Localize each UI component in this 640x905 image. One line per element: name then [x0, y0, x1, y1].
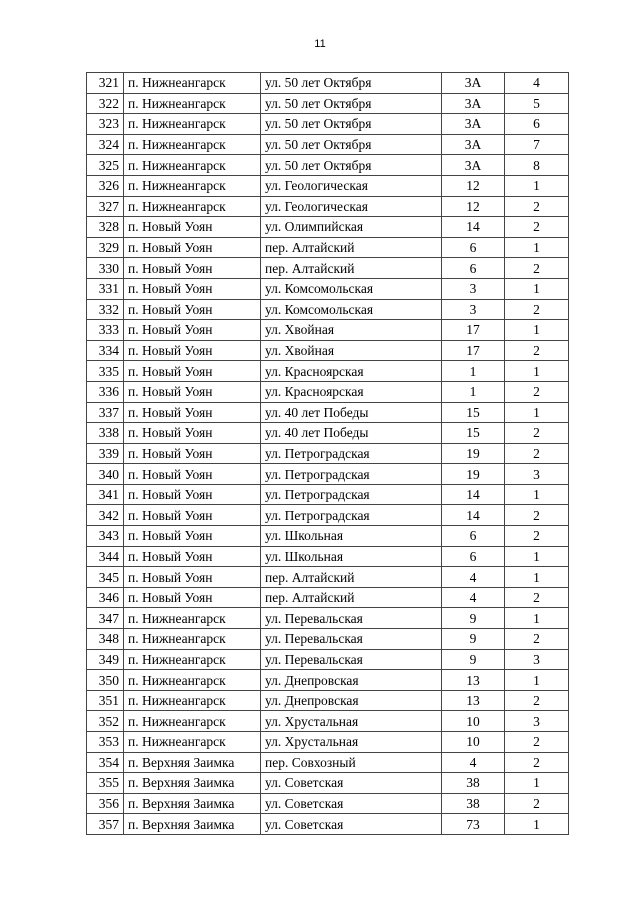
table-row — [87, 526, 569, 547]
table-row — [87, 340, 569, 361]
house-number-cell: 14 — [442, 217, 505, 238]
house-number-cell: 6 — [442, 546, 505, 567]
apartment-number-cell: 2 — [505, 629, 569, 650]
row-number-cell: 337 — [87, 402, 124, 423]
street-cell: ул. 40 лет Победы — [261, 402, 442, 423]
street-cell: ул. Советская — [261, 814, 442, 835]
settlement-cell: п. Нижнеангарск — [124, 134, 261, 155]
settlement-cell: п. Новый Уоян — [124, 464, 261, 485]
table-row — [87, 711, 569, 732]
table-row — [87, 608, 569, 629]
street-cell: ул. Комсомольская — [261, 299, 442, 320]
table-row — [87, 773, 569, 794]
street-cell: ул. Хвойная — [261, 320, 442, 341]
settlement-cell: п. Нижнеангарск — [124, 649, 261, 670]
settlement-cell: п. Новый Уоян — [124, 567, 261, 588]
apartment-number-cell: 4 — [505, 73, 569, 94]
apartment-number-cell: 2 — [505, 258, 569, 279]
street-cell: ул. 50 лет Октября — [261, 73, 442, 94]
row-number-cell: 351 — [87, 690, 124, 711]
table-row — [87, 361, 569, 382]
house-number-cell: 12 — [442, 175, 505, 196]
settlement-cell: п. Нижнеангарск — [124, 711, 261, 732]
apartment-number-cell: 2 — [505, 299, 569, 320]
row-number-cell: 339 — [87, 443, 124, 464]
row-number-cell: 353 — [87, 732, 124, 753]
table-row — [87, 567, 569, 588]
apartment-number-cell: 1 — [505, 237, 569, 258]
settlement-cell: п. Нижнеангарск — [124, 732, 261, 753]
row-number-cell: 327 — [87, 196, 124, 217]
settlement-cell: п. Нижнеангарск — [124, 670, 261, 691]
street-cell: ул. Петроградская — [261, 464, 442, 485]
settlement-cell: п. Новый Уоян — [124, 340, 261, 361]
settlement-cell: п. Новый Уоян — [124, 361, 261, 382]
row-number-cell: 334 — [87, 340, 124, 361]
apartment-number-cell: 2 — [505, 443, 569, 464]
house-number-cell: 9 — [442, 649, 505, 670]
settlement-cell: п. Новый Уоян — [124, 526, 261, 547]
row-number-cell: 343 — [87, 526, 124, 547]
table-row — [87, 793, 569, 814]
house-number-cell: 10 — [442, 732, 505, 753]
street-cell: ул. 50 лет Октября — [261, 93, 442, 114]
street-cell: ул. 40 лет Победы — [261, 423, 442, 444]
settlement-cell: п. Нижнеангарск — [124, 629, 261, 650]
row-number-cell: 355 — [87, 773, 124, 794]
house-number-cell: 13 — [442, 670, 505, 691]
settlement-cell: п. Нижнеангарск — [124, 155, 261, 176]
row-number-cell: 331 — [87, 278, 124, 299]
table-row — [87, 258, 569, 279]
apartment-number-cell: 2 — [505, 752, 569, 773]
table-row — [87, 320, 569, 341]
row-number-cell: 344 — [87, 546, 124, 567]
apartment-number-cell: 1 — [505, 361, 569, 382]
street-cell: ул. Хрустальная — [261, 711, 442, 732]
street-cell: ул. Школьная — [261, 546, 442, 567]
table-row — [87, 134, 569, 155]
apartment-number-cell: 8 — [505, 155, 569, 176]
apartment-number-cell: 2 — [505, 690, 569, 711]
street-cell: ул. Советская — [261, 773, 442, 794]
table-row — [87, 546, 569, 567]
apartment-number-cell: 2 — [505, 423, 569, 444]
street-cell: ул. Советская — [261, 793, 442, 814]
street-cell: пер. Совхозный — [261, 752, 442, 773]
settlement-cell: п. Нижнеангарск — [124, 690, 261, 711]
street-cell: пер. Алтайский — [261, 237, 442, 258]
settlement-cell: п. Новый Уоян — [124, 505, 261, 526]
street-cell: пер. Алтайский — [261, 567, 442, 588]
house-number-cell: 6 — [442, 526, 505, 547]
street-cell: ул. 50 лет Октября — [261, 114, 442, 135]
row-number-cell: 346 — [87, 587, 124, 608]
house-number-cell: 1 — [442, 361, 505, 382]
table-row — [87, 196, 569, 217]
apartment-number-cell: 2 — [505, 732, 569, 753]
row-number-cell: 329 — [87, 237, 124, 258]
apartment-number-cell: 2 — [505, 217, 569, 238]
settlement-cell: п. Нижнеангарск — [124, 196, 261, 217]
apartment-number-cell: 2 — [505, 526, 569, 547]
house-number-cell: 4 — [442, 752, 505, 773]
settlement-cell: п. Новый Уоян — [124, 258, 261, 279]
settlement-cell: п. Нижнеангарск — [124, 73, 261, 94]
house-number-cell: 6 — [442, 237, 505, 258]
house-number-cell: 6 — [442, 258, 505, 279]
row-number-cell: 340 — [87, 464, 124, 485]
table-row — [87, 402, 569, 423]
settlement-cell: п. Новый Уоян — [124, 237, 261, 258]
row-number-cell: 348 — [87, 629, 124, 650]
settlement-cell: п. Новый Уоян — [124, 443, 261, 464]
row-number-cell: 336 — [87, 381, 124, 402]
house-number-cell: 3 — [442, 299, 505, 320]
house-number-cell: 9 — [442, 629, 505, 650]
settlement-cell: п. Новый Уоян — [124, 381, 261, 402]
apartment-number-cell: 1 — [505, 670, 569, 691]
table-row — [87, 175, 569, 196]
settlement-cell: п. Нижнеангарск — [124, 175, 261, 196]
house-number-cell: 15 — [442, 402, 505, 423]
house-number-cell: 1 — [442, 381, 505, 402]
row-number-cell: 354 — [87, 752, 124, 773]
table-row — [87, 587, 569, 608]
street-cell: ул. Геологическая — [261, 196, 442, 217]
row-number-cell: 326 — [87, 175, 124, 196]
table-row — [87, 670, 569, 691]
table-row — [87, 464, 569, 485]
row-number-cell: 352 — [87, 711, 124, 732]
apartment-number-cell: 2 — [505, 340, 569, 361]
apartment-number-cell: 3 — [505, 649, 569, 670]
apartment-number-cell: 2 — [505, 587, 569, 608]
street-cell: ул. Красноярская — [261, 381, 442, 402]
row-number-cell: 332 — [87, 299, 124, 320]
apartment-number-cell: 1 — [505, 608, 569, 629]
street-cell: ул. Петроградская — [261, 443, 442, 464]
street-cell: ул. Перевальская — [261, 608, 442, 629]
street-cell: ул. 50 лет Октября — [261, 134, 442, 155]
table-row — [87, 237, 569, 258]
house-number-cell: 38 — [442, 793, 505, 814]
table-row — [87, 690, 569, 711]
settlement-cell: п. Новый Уоян — [124, 484, 261, 505]
street-cell: ул. Школьная — [261, 526, 442, 547]
house-number-cell: 3А — [442, 155, 505, 176]
house-number-cell: 9 — [442, 608, 505, 629]
table-row — [87, 814, 569, 835]
street-cell: ул. Днепровская — [261, 690, 442, 711]
street-cell: ул. Комсомольская — [261, 278, 442, 299]
street-cell: ул. 50 лет Октября — [261, 155, 442, 176]
row-number-cell: 330 — [87, 258, 124, 279]
table-row — [87, 649, 569, 670]
house-number-cell: 15 — [442, 423, 505, 444]
table-row — [87, 752, 569, 773]
street-cell: ул. Геологическая — [261, 175, 442, 196]
row-number-cell: 349 — [87, 649, 124, 670]
house-number-cell: 17 — [442, 340, 505, 361]
table-row — [87, 73, 569, 94]
house-number-cell: 19 — [442, 443, 505, 464]
apartment-number-cell: 2 — [505, 793, 569, 814]
apartment-number-cell: 5 — [505, 93, 569, 114]
house-number-cell: 4 — [442, 567, 505, 588]
apartment-number-cell: 1 — [505, 484, 569, 505]
row-number-cell: 342 — [87, 505, 124, 526]
house-number-cell: 3 — [442, 278, 505, 299]
row-number-cell: 328 — [87, 217, 124, 238]
table-row — [87, 732, 569, 753]
settlement-cell: п. Нижнеангарск — [124, 114, 261, 135]
row-number-cell: 335 — [87, 361, 124, 382]
settlement-cell: п. Новый Уоян — [124, 587, 261, 608]
apartment-number-cell: 1 — [505, 773, 569, 794]
table-row — [87, 93, 569, 114]
apartment-number-cell: 2 — [505, 505, 569, 526]
house-number-cell: 38 — [442, 773, 505, 794]
street-cell: ул. Хрустальная — [261, 732, 442, 753]
row-number-cell: 357 — [87, 814, 124, 835]
table-row — [87, 217, 569, 238]
settlement-cell: п. Новый Уоян — [124, 423, 261, 444]
table-row — [87, 299, 569, 320]
apartment-number-cell: 3 — [505, 464, 569, 485]
house-number-cell: 73 — [442, 814, 505, 835]
house-number-cell: 17 — [442, 320, 505, 341]
street-cell: ул. Петроградская — [261, 484, 442, 505]
table-row — [87, 484, 569, 505]
row-number-cell: 345 — [87, 567, 124, 588]
street-cell: ул. Хвойная — [261, 340, 442, 361]
table-row — [87, 505, 569, 526]
table-row — [87, 629, 569, 650]
settlement-cell: п. Верхняя Заимка — [124, 814, 261, 835]
table-row — [87, 443, 569, 464]
settlement-cell: п. Верхняя Заимка — [124, 793, 261, 814]
street-cell: ул. Перевальская — [261, 649, 442, 670]
settlement-cell: п. Новый Уоян — [124, 320, 261, 341]
table-row — [87, 114, 569, 135]
row-number-cell: 338 — [87, 423, 124, 444]
settlement-cell: п. Новый Уоян — [124, 546, 261, 567]
street-cell: ул. Красноярская — [261, 361, 442, 382]
house-number-cell: 14 — [442, 484, 505, 505]
settlement-cell: п. Верхняя Заимка — [124, 752, 261, 773]
street-cell: пер. Алтайский — [261, 258, 442, 279]
house-number-cell: 3А — [442, 93, 505, 114]
settlement-cell: п. Нижнеангарск — [124, 608, 261, 629]
row-number-cell: 341 — [87, 484, 124, 505]
apartment-number-cell: 1 — [505, 814, 569, 835]
row-number-cell: 333 — [87, 320, 124, 341]
address-table — [86, 72, 569, 835]
row-number-cell: 322 — [87, 93, 124, 114]
apartment-number-cell: 1 — [505, 402, 569, 423]
apartment-number-cell: 1 — [505, 546, 569, 567]
table-row — [87, 423, 569, 444]
street-cell: ул. Олимпийская — [261, 217, 442, 238]
settlement-cell: п. Верхняя Заимка — [124, 773, 261, 794]
house-number-cell: 3А — [442, 134, 505, 155]
row-number-cell: 347 — [87, 608, 124, 629]
house-number-cell: 3А — [442, 73, 505, 94]
apartment-number-cell: 1 — [505, 175, 569, 196]
apartment-number-cell: 3 — [505, 711, 569, 732]
street-cell: ул. Петроградская — [261, 505, 442, 526]
row-number-cell: 325 — [87, 155, 124, 176]
house-number-cell: 3А — [442, 114, 505, 135]
apartment-number-cell: 1 — [505, 278, 569, 299]
page-number: 11 — [314, 38, 326, 50]
house-number-cell: 10 — [442, 711, 505, 732]
house-number-cell: 14 — [442, 505, 505, 526]
row-number-cell: 321 — [87, 73, 124, 94]
apartment-number-cell: 7 — [505, 134, 569, 155]
table-row — [87, 278, 569, 299]
street-cell: ул. Перевальская — [261, 629, 442, 650]
row-number-cell: 324 — [87, 134, 124, 155]
street-cell: ул. Днепровская — [261, 670, 442, 691]
table-row — [87, 155, 569, 176]
table-row — [87, 381, 569, 402]
apartment-number-cell: 2 — [505, 381, 569, 402]
house-number-cell: 12 — [442, 196, 505, 217]
apartment-number-cell: 6 — [505, 114, 569, 135]
apartment-number-cell: 1 — [505, 567, 569, 588]
settlement-cell: п. Новый Уоян — [124, 402, 261, 423]
row-number-cell: 350 — [87, 670, 124, 691]
apartment-number-cell: 2 — [505, 196, 569, 217]
settlement-cell: п. Новый Уоян — [124, 299, 261, 320]
settlement-cell: п. Новый Уоян — [124, 217, 261, 238]
house-number-cell: 4 — [442, 587, 505, 608]
apartment-number-cell: 1 — [505, 320, 569, 341]
row-number-cell: 323 — [87, 114, 124, 135]
house-number-cell: 19 — [442, 464, 505, 485]
street-cell: пер. Алтайский — [261, 587, 442, 608]
settlement-cell: п. Новый Уоян — [124, 278, 261, 299]
address-table-body — [87, 73, 569, 835]
settlement-cell: п. Нижнеангарск — [124, 93, 261, 114]
house-number-cell: 13 — [442, 690, 505, 711]
row-number-cell: 356 — [87, 793, 124, 814]
